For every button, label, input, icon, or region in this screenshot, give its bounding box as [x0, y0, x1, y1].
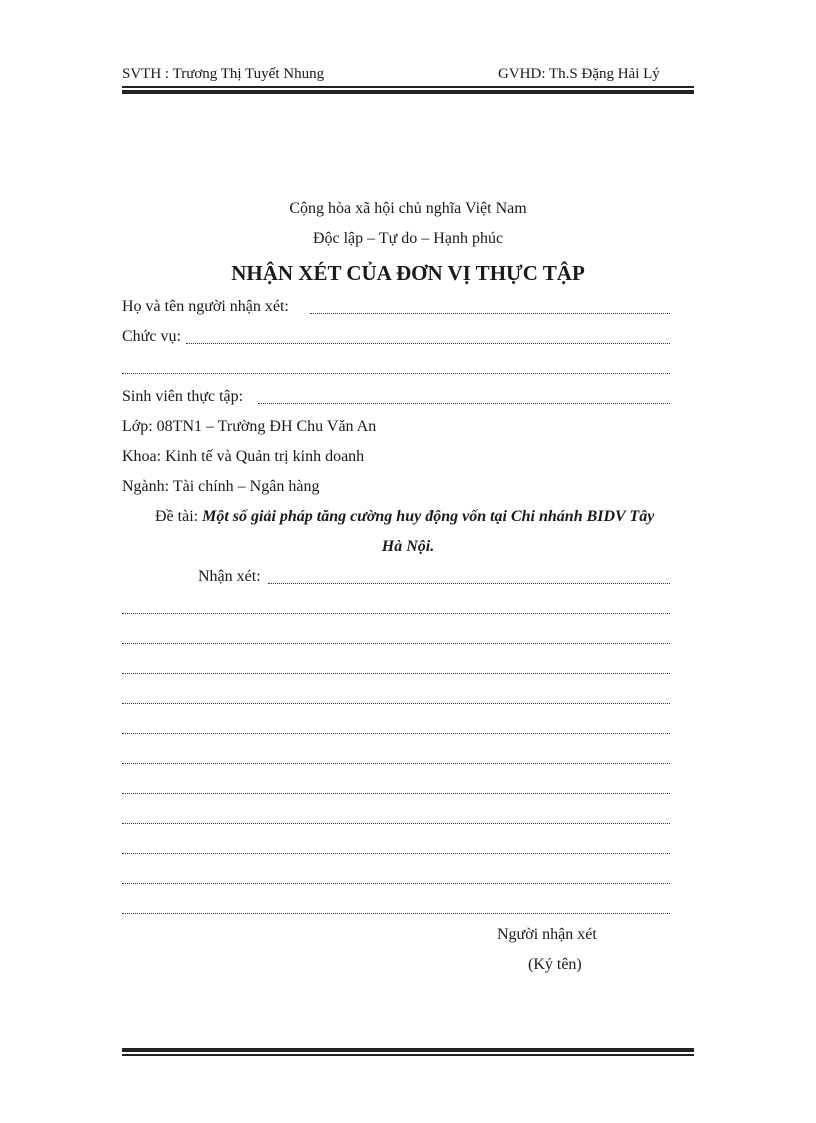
position-blank-2	[122, 373, 670, 374]
class-line: Lớp: 08TN1 – Trường ĐH Chu Văn An	[122, 418, 377, 435]
topic-line	[155, 508, 695, 526]
reviewer-name-label: Họ và tên người nhận xét:	[122, 298, 289, 315]
comment-blank-line	[122, 868, 670, 890]
reviewer-name-line	[122, 298, 670, 320]
comment-blank-line	[122, 778, 670, 800]
position-continuation-line	[122, 358, 670, 380]
topic-text: Một số giải pháp tăng cường huy động vốn tại Chi nhánh BIDV Tây	[202, 508, 655, 525]
header-student: SVTH : Trương Thị Tuyết Nhung	[122, 66, 325, 82]
footer-rule-thick	[122, 1048, 694, 1052]
student-blank	[258, 403, 670, 404]
comment-blank-line	[122, 658, 670, 680]
signature-note: (Ký tên)	[528, 956, 582, 973]
comment-blank-line	[122, 628, 670, 650]
comment-line	[122, 568, 670, 590]
comment-blank-line	[122, 598, 670, 620]
comment-blank-line	[122, 838, 670, 860]
position-blank	[186, 343, 670, 344]
comment-blank-line	[122, 748, 670, 770]
signature-title: Người nhận xét	[497, 926, 597, 943]
comment-blank-line	[122, 718, 670, 740]
comment-blank-line	[122, 898, 670, 920]
page-title: NHẬN XÉT CỦA ĐƠN VỊ THỰC TẬP	[231, 261, 585, 285]
motto-line-1: Cộng hòa xã hội chủ nghĩa Việt Nam	[289, 200, 527, 217]
comment-blank	[268, 583, 670, 584]
comment-label: Nhận xét:	[198, 568, 261, 585]
comment-blank-line	[122, 688, 670, 710]
header-advisor: GVHD: Th.S Đặng Hải Lý	[498, 66, 660, 82]
student-line	[122, 388, 670, 410]
major-line: Ngành: Tài chính – Ngân hàng	[122, 478, 320, 495]
faculty-line: Khoa: Kinh tế và Quản trị kinh doanh	[122, 448, 365, 465]
comment-blank-line	[122, 808, 670, 830]
header-rule-thin	[122, 86, 694, 88]
topic-text-cont: Hà Nội.	[381, 538, 435, 555]
student-label: Sinh viên thực tập:	[122, 388, 244, 405]
footer-rule-thin	[122, 1054, 694, 1056]
motto-line-2: Độc lập – Tự do – Hạnh phúc	[312, 230, 504, 247]
position-line	[122, 328, 670, 350]
header-rule-thick	[122, 90, 694, 94]
topic-label: Đề tài:	[155, 508, 199, 525]
reviewer-name-blank	[310, 313, 670, 314]
position-label: Chức vụ:	[122, 328, 181, 345]
